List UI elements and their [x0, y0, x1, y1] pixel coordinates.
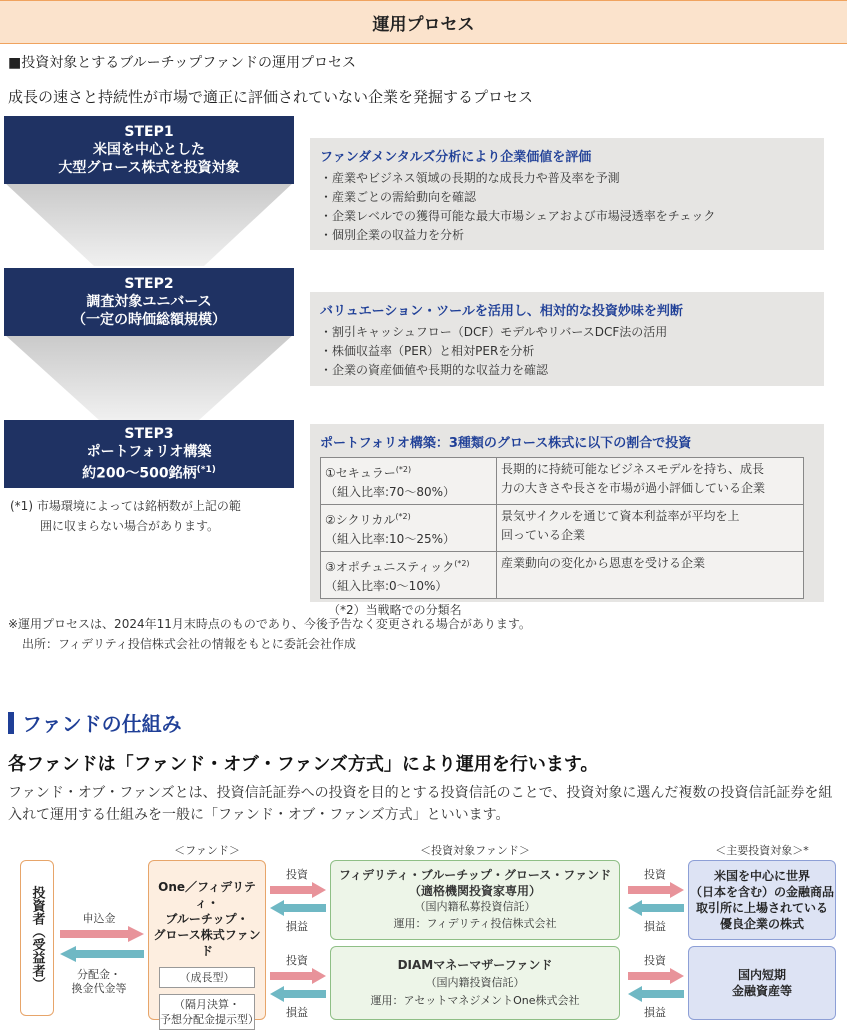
asset1-line: （日本を含む）の金融商品: [689, 885, 834, 899]
subscribe-label: 申込金: [82, 912, 116, 925]
fund-name-line: One／フィデリティ・: [158, 880, 256, 910]
table-row: [321, 458, 804, 505]
step-note: [10, 496, 294, 536]
table-cell: 景気サイクルを通じて資本利益率が平均を上 回っている企業: [497, 505, 804, 552]
panel-fundamentals: [310, 138, 824, 250]
panel3-note: （*2）当戦略での分類名: [328, 603, 462, 617]
fund-name-line: ブルーチップ・: [165, 912, 249, 926]
table-cell: ③オポチュニスティック$^{(*2)}$ （組入比率:0～10%）: [321, 552, 497, 599]
asset1-line: 取引所に上場されている: [695, 901, 828, 915]
fund-type-growth: （成長型）: [159, 967, 255, 988]
arrow-right-icon: [60, 926, 144, 942]
panel1-bullet: ・産業ごとの需給動向を確認: [320, 190, 477, 204]
fund-box: [148, 860, 266, 1026]
arrow-right-icon: [628, 882, 684, 898]
intro-subheading: 成長の速さと持続性が市場で適正に評価されていない企業を発掘するプロセス: [8, 88, 534, 106]
step2-line1: 調査対象ユニバース: [86, 294, 212, 310]
arrow-right-icon: [270, 968, 326, 984]
fund-type-bimonthly: （隔月決算・ 予想分配金提示型）: [159, 994, 255, 1030]
section-title-text: ファンドの仕組み: [22, 712, 182, 736]
col-header-target: ＜投資対象ファンド＞: [420, 844, 530, 857]
footnote-1: ※運用プロセスは、2024年11月末時点のものであり、今後予告なく変更される場合があります。: [8, 617, 531, 631]
invest-label: 投資: [286, 868, 308, 881]
panel2-bullet: ・株価収益率（PER）と相対PERを分析: [320, 344, 535, 358]
section-description: ファンド・オブ・ファンズとは、投資信託証券への投資を目的とする投資信託のことで、投資対象に選んだ複数の投資信託証券を組入れて運用する仕組みを一般に「ファンド・オブ・ファンズ方式」といいます。: [8, 785, 833, 823]
table-cell: ②シクリカル$^{(*2)}$ （組入比率:10～25%）: [321, 505, 497, 552]
step2-box: [4, 268, 294, 336]
target2-name: DIAMマネーマザーファンド: [397, 958, 553, 972]
payout-label-2: 換金代金等: [71, 982, 127, 995]
gainloss-label: 損益: [286, 920, 308, 933]
page-header: [0, 0, 847, 44]
panel1-bullet: ・産業やビジネス領域の長期的な成長力や普及率を予測: [320, 171, 620, 185]
section-bar: [8, 712, 14, 734]
table-cell: ①セキュラー$^{(*2)}$ （組入比率:70～80%）: [321, 458, 497, 505]
target1-manager: 運用：フィデリティ投信株式会社: [393, 917, 557, 930]
section-lead: 各ファンドは「ファンド・オブ・ファンズ方式」により運用を行います。: [8, 754, 599, 775]
invest-label: 投資: [286, 954, 308, 967]
portfolio-table: [320, 457, 804, 599]
asset-box-equities: [688, 860, 836, 940]
page-title: 運用プロセス: [372, 14, 475, 35]
investor-box: [20, 860, 54, 1016]
panel2-bullet: ・割引キャッシュフロー（DCF）モデルやリバースDCF法の活用: [320, 325, 668, 339]
step1-line1: 米国を中心とした: [93, 142, 205, 158]
arrow-left-icon: [270, 986, 326, 1002]
panel3-title: ポートフォリオ構築：3種類のグロース株式に以下の割合で投資: [320, 436, 692, 451]
arrow-left-icon: [628, 986, 684, 1002]
step3-line2: 約200～500銘柄: [82, 465, 197, 482]
table-cell: 産業動向の変化から恩恵を受ける企業: [497, 552, 804, 599]
step3-box: [4, 420, 294, 488]
investor-label: 投資者（受益者）: [29, 886, 45, 990]
invest-label: 投資: [644, 868, 666, 881]
footnote-2: 出所：フィデリティ投信株式会社の情報をもとに委託会社作成: [22, 637, 356, 651]
col-header-fund: ＜ファンド＞: [174, 844, 240, 857]
step2-label: STEP2: [124, 276, 174, 292]
gainloss-label: 損益: [644, 1006, 666, 1019]
arrow-left-icon: [628, 900, 684, 916]
step3-line1: ポートフォリオ構築: [86, 444, 212, 461]
target2-manager: 運用：アセットマネジメントOne株式会社: [370, 994, 580, 1007]
gainloss-label: 損益: [644, 920, 666, 933]
gainloss-label: 損益: [286, 1006, 308, 1019]
target1-sub1: （適格機関投資家専用）: [408, 884, 541, 898]
arrow-right-icon: [628, 968, 684, 984]
step3-sup: (*1): [196, 465, 216, 476]
target2-sub1: （国内籍投資信託）: [425, 976, 525, 989]
fund-name-line: グロース株式ファンド: [153, 928, 261, 958]
asset2-line: 金融資産等: [731, 984, 792, 998]
panel2-title: バリュエーション・ツールを活用し、相対的な投資妙味を判断: [320, 304, 683, 319]
step1-line2: 大型グロース株式を投資対象: [58, 160, 240, 176]
arrow-right-icon: [270, 882, 326, 898]
arrow-left-icon: [60, 946, 144, 962]
target-fund-fidelity: [330, 860, 620, 940]
intro-heading: ■投資対象とするブルーチップファンドの運用プロセス: [8, 55, 356, 71]
panel1-bullet: ・個別企業の収益力を分析: [320, 228, 465, 242]
step2-line2: （一定の時価総額規模）: [72, 312, 226, 328]
invest-label: 投資: [644, 954, 666, 967]
step-note-line2: 囲に収まらない場合があります。: [40, 519, 220, 533]
panel1-title: ファンダメンタルズ分析により企業価値を評価: [320, 150, 592, 165]
panel2-bullet: ・企業の資産価値や長期的な収益力を確認: [320, 363, 549, 377]
step1-box: [4, 116, 294, 184]
step1-label: STEP1: [124, 124, 174, 140]
panel-portfolio: [310, 424, 824, 617]
arrow-left-icon: [270, 900, 326, 916]
step-note-line1: (*1) 市場環境によっては銘柄数が上記の範: [10, 499, 241, 513]
asset-box-shortterm: [688, 946, 836, 1020]
payout-label-1: 分配金・: [77, 968, 121, 981]
section-title: [8, 708, 182, 737]
asset2-line: 国内短期: [737, 968, 786, 982]
panel1-bullet: ・企業レベルでの獲得可能な最大市場シェアおよび市場浸透率をチェック: [320, 209, 716, 223]
step3-label: STEP3: [124, 426, 174, 443]
target1-name: フィデリティ・ブルーチップ・グロース・ファンド: [338, 868, 612, 882]
asset1-line: 米国を中心に世界: [713, 869, 810, 883]
target-fund-diam: [330, 946, 620, 1020]
table-row: [321, 505, 804, 552]
panel-valuation: [310, 292, 824, 386]
table-cell: 長期的に持続可能なビジネスモデルを持ち、成長 力の大きさや長さを市場が過小評価している企業: [497, 458, 804, 505]
col-header-assets: ＜主要投資対象＞*: [715, 844, 809, 857]
table-row: [321, 552, 804, 599]
target1-sub2: （国内籍私募投資信託）: [414, 900, 536, 913]
asset1-line: 優良企業の株式: [719, 917, 804, 931]
